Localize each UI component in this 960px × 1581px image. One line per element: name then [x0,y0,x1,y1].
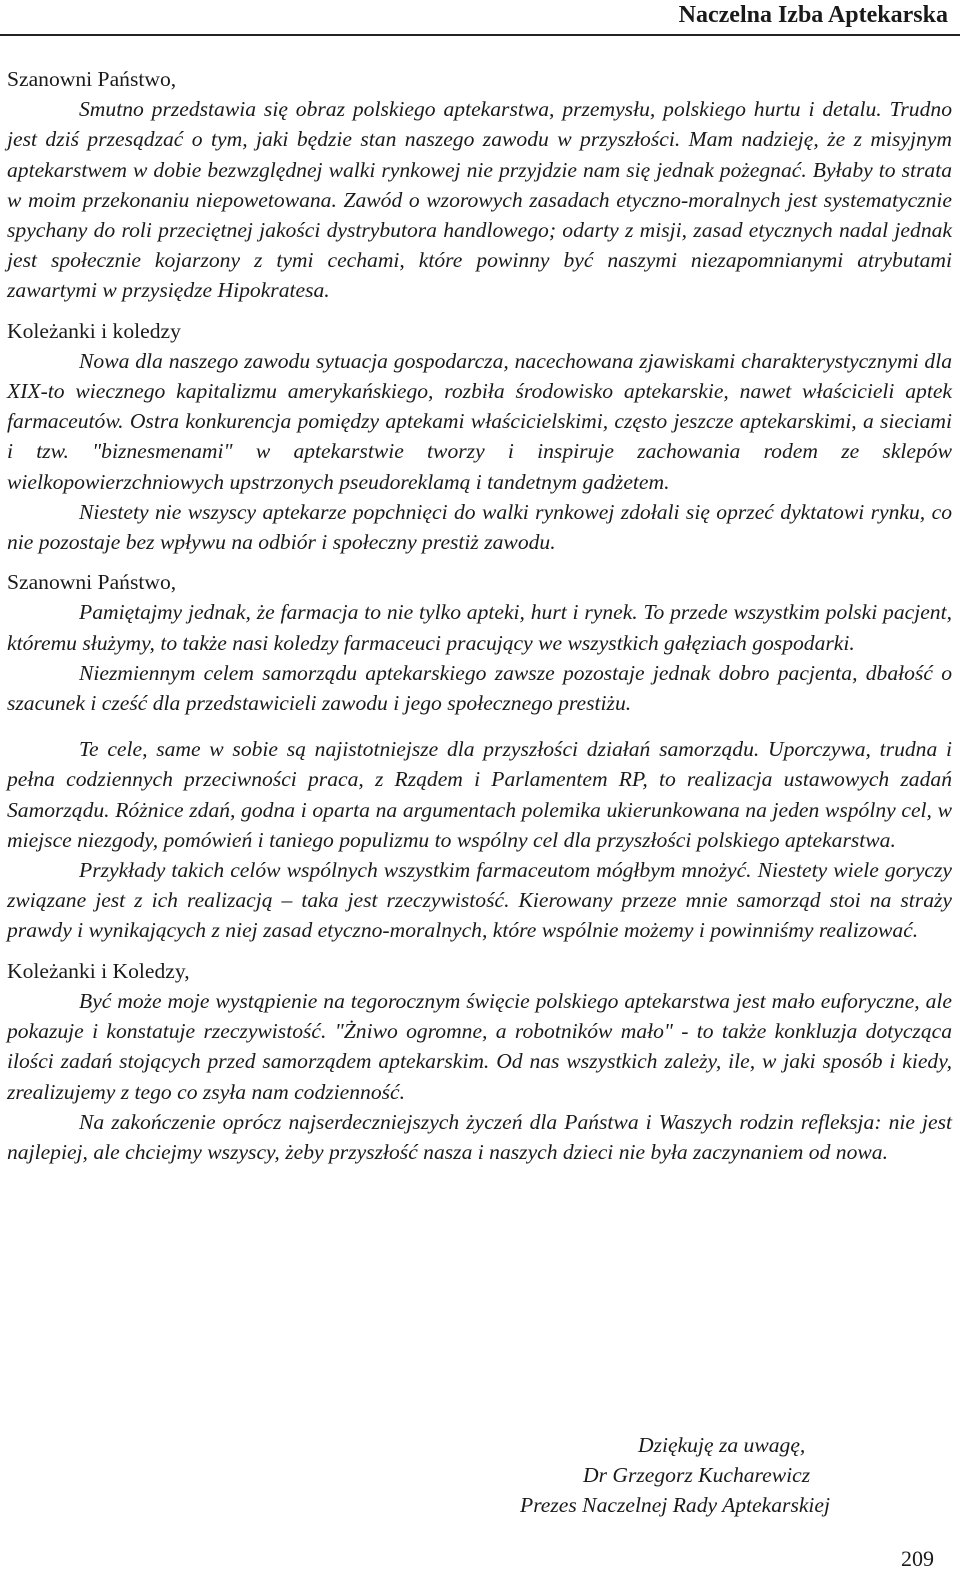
signature-name: Dr Grzegorz Kucharewicz [583,1463,811,1488]
greeting-3: Szanowni Państwo, [7,570,177,595]
signature-thanks: Dziękuję za uwagę, [638,1433,806,1457]
paragraph-3: Niestety nie wszyscy aptekarze popchnięci do walki rynkowej zdołali się oprzeć dyktatowi rynku, co nie pozostaje bez wpływu na odbiór i społeczny prestiż zawodu. [7,499,952,555]
greeting-1: Szanowni Państwo, [7,67,177,91]
greeting-4: Koleżanki i Koledzy, [7,958,190,983]
paragraph-4: Pamiętajmy jednak, że farmacja to nie tylko apteki, hurt i rynek. To przede wszystkim polski pacjent, któremu służymy, to także nasi koledzy farmaceuci pracujący we wszystkich gałęziach gospodarki. [7,600,952,655]
greeting-2: Koleżanki i koledzy [7,318,181,343]
signature-block [470,1430,950,1521]
signature-role: Prezes Naczelnej Rady Aptekarskiej [520,1493,831,1518]
paragraph-5: Niezmiennym celem samorządu aptekarskiego zawsze pozostaje jednak dobro pacjenta, dbałość o szacunek i cześć dla przedstawicieli zawodu i jego społecznego prestiżu. [7,660,952,716]
header-title: Naczelna Izba Aptekarska [678,2,948,28]
paragraph-7: Przykłady takich celów wspólnych wszystkim farmaceutom mógłbym mnożyć. Niestety wiele goryczy związane jest z ich realizacją – taka jest rzeczywistość. Kierowany przeze mnie samorząd stoi na straży prawdy i wynikających z niej zasad etyczno-moralnych, które wspólnie możemy i powinniśmy realizować. [7,858,952,943]
letter-body [7,64,952,1167]
paragraph-8: Być może moje wystąpienie na tegorocznym święcie polskiego aptekarstwa jest mało euforyczne, ale pokazuje i konstatuje rzeczywistość. "Żniwo ogromne, a robotników mało" - to także konkluzja dotycząca ilości zadań stojących przed samorządem aptekarskim. Od nas wszystkich zależy, ile, w jaki sposób i kiedy, zrealizujemy z tego co zsyła nam codzienność. [7,988,952,1104]
paragraph-6: Te cele, same w sobie są najistotniejsze dla przyszłości działań samorządu. Uporczywa, trudna i pełna codziennych przeciwności praca, z Rządem i Parlamentem RP, to realizacja ustawowych zadań Samorządu. Różnice zdań, godna i oparta na argumentach polemika ukierunkowana na jeden wspólny cel, w miejsce niezgody, pomówień i taniego populizmu to wspólny cel dla przyszłości polskiego aptekarstwa. [7,737,952,852]
paragraph-9: Na zakończenie oprócz najserdeczniejszych życzeń dla Państwa i Waszych rodzin refleksja: nie jest najlepiej, ale chciejmy wszyscy, żeby przyszłość nasza i naszych dzieci nie była zaczynaniem od nowa. [7,1109,952,1164]
paragraph-1: Smutno przedstawia się obraz polskiego aptekarstwa, przemysłu, polskiego hurtu i detalu. Trudno jest dziś przesądzać o tym, jaki będzie stan naszego zawodu w przyszłości. Mam nadzieję, że z misyjnym aptekarstwem w dobie bezwzględnej walki rynkowej nie przyjdzie nam się jednak pożegnać. Byłaby to strata w moim przekonaniu niepowetowana. Zawód o wzorowych zasadach etyczno-moralnych jest systematycznie spychany do roli przeciętnej jakości dystrybutora handlowego; odarty z misji, zasad etycznych nadal jednak jest społecznie kojarzony z tymi cechami, które powinny być naszymi niezapomnianymi atrybutami zawartymi w przysiędze Hipokratesa. [7,97,952,303]
page-number: 209 [901,1546,934,1571]
paragraph-2: Nowa dla naszego zawodu sytuacja gospodarcza, nacechowana zjawiskami charakterystycznymi dla XIX-to wiecznego kapitalizmu amerykańskiego, rozbiła środowisko aptekarskie, nawet właścicieli aptek farmaceutów. Ostra konkurencja pomiędzy aptekami właścicielskimi, często jeszcze aptekarskimi, a sieciami i tzw. "biznesmenami" w aptekarstwie tworzy i inspiruje zachowania rodem ze sklepów wielkopowierzchniowych upstrzonych pseudoreklamą i tandetnym gadżetem. [7,348,952,494]
page-header [0,0,960,36]
